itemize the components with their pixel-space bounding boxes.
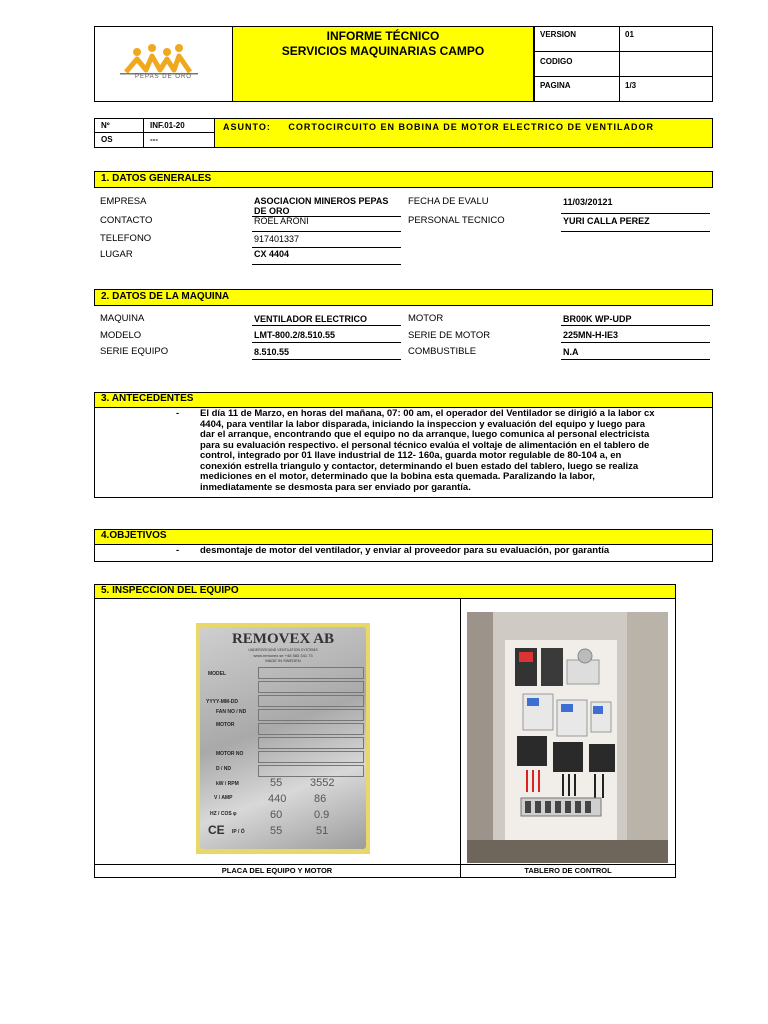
contacto-underline	[252, 231, 401, 232]
combustible-underline	[561, 359, 710, 360]
telefono-label: TELEFONO	[100, 233, 152, 244]
plate-metal	[200, 627, 366, 849]
plate-cos: 0.9	[314, 809, 330, 821]
antecedentes-line: El día 11 de Marzo, en horas del mañana, 07: 00 am, el operador del Ventilador se dirigió a la labor cx	[200, 408, 655, 419]
plate-label: MODEL	[208, 671, 227, 677]
serie-equipo-underline	[252, 359, 401, 360]
antecedentes-line: control, integrado por 01 llave industrial de 112- 160a, guarda motor regulable de 80-104 a, en	[200, 450, 622, 461]
plate-sub2: www.removex.se +46 583 341 73	[253, 653, 313, 658]
antecedentes-text	[200, 409, 710, 493]
control-panel-illustration-icon	[467, 612, 668, 863]
plate-box	[258, 709, 364, 721]
combustible-label: COMBUSTIBLE	[408, 346, 477, 357]
section-datos-maquina: 2. DATOS DE LA MAQUINA	[94, 289, 713, 306]
objetivos-text: desmontaje de motor del ventilador, y enviar al proveedor para su evaluación, por garantía	[200, 545, 610, 556]
plate-box	[258, 667, 364, 679]
modelo-label: MODELO	[100, 330, 142, 341]
title-cell	[233, 27, 534, 101]
inspeccion-divider-horizontal	[94, 864, 676, 865]
pagina-value: 1/3	[619, 76, 713, 102]
plate-box	[258, 681, 364, 693]
plate-label: MOTOR NO	[216, 751, 244, 757]
section-inspeccion: 5. INSPECCION DEL EQUIPO	[94, 584, 676, 599]
empresa-value-line1: ASOCIACION MINEROS PEPAS	[254, 196, 389, 206]
version-value: 01	[619, 26, 713, 52]
caption-control-panel: TABLERO DE CONTROL	[524, 866, 612, 875]
antecedentes-line: inmediatamente se desmosta para ser enviado por garantía.	[200, 481, 471, 493]
lugar-label: LUGAR	[100, 249, 133, 260]
plate-label: MOTOR	[216, 722, 235, 728]
objetivos-bullet: -	[176, 545, 180, 556]
antecedentes-line: para su evaluación respectivo. el personal técnico evalúa el voltaje de alimentación en el tablero de	[200, 439, 650, 451]
control-panel-photo	[467, 612, 668, 863]
fecha-label: FECHA DE EVALU	[408, 196, 489, 207]
logo-text: PEPAS DE ORO	[135, 74, 192, 80]
section-objetivos: 4.OBJETIVOS	[94, 529, 713, 545]
antecedentes-bullet: -	[176, 408, 180, 419]
fecha-value: 11/03/20121	[563, 197, 613, 207]
serie-equipo-label: SERIE EQUIPO	[100, 346, 169, 357]
plate-brand: REMOVEX AB	[231, 631, 335, 647]
plate-sub1: UNDERGROUND VENTILATION SYSTEMS	[248, 648, 318, 652]
motor-underline	[561, 325, 710, 326]
plate-ce-mark: CE	[208, 823, 225, 837]
plate-ip: 55	[270, 825, 283, 837]
plate-label: D / ND	[216, 766, 231, 772]
personal-tecnico-label: PERSONAL TECNICO	[408, 215, 505, 226]
antecedentes-line: conexión estrella triangulo y contactor, determinando el buen estado del tablero, luego se realiza	[200, 460, 639, 472]
logo-cell	[94, 26, 233, 102]
lugar-value: CX 4404	[254, 249, 290, 259]
plate-box	[258, 765, 364, 777]
plate-label: kW / RPM	[216, 781, 239, 787]
codigo-value	[619, 51, 713, 77]
plate-box	[258, 751, 364, 763]
ref-os-value: ---	[143, 132, 215, 148]
equipment-plate-photo	[196, 623, 370, 854]
plate-sub3: MADE IN SWEDEN	[265, 658, 301, 663]
telefono-value: 917401337	[254, 234, 300, 244]
plate-box	[258, 737, 364, 749]
plate-label: HZ / COS φ	[210, 811, 237, 817]
plate-hz: 60	[270, 809, 283, 821]
plate-box	[258, 723, 364, 735]
personal-tecnico-value: YURI CALLA PEREZ	[563, 216, 650, 226]
fecha-underline	[561, 213, 710, 214]
plate-label: IP / Ö	[232, 829, 245, 835]
caption-plate: PLACA DEL EQUIPO Y MOTOR	[221, 866, 333, 875]
personal-underline	[561, 231, 710, 232]
lugar-underline	[252, 264, 401, 265]
contacto-label: CONTACTO	[100, 215, 153, 226]
pagina-label: PAGINA	[534, 76, 620, 102]
plate-label: V / AMP	[214, 795, 233, 801]
telefono-underline	[252, 247, 401, 248]
serie-motor-label: SERIE DE MOTOR	[408, 330, 491, 341]
version-label: VERSION	[534, 26, 620, 52]
plate-v: 440	[268, 793, 287, 805]
asunto-label: ASUNTO:	[223, 122, 271, 132]
plate-label: YYYY-MM-DD	[206, 699, 238, 705]
pepas-de-oro-logo-icon	[94, 26, 233, 102]
empresa-value-line2: DE ORO	[254, 206, 290, 216]
codigo-label: CODIGO	[534, 51, 620, 77]
inspeccion-divider-vertical	[460, 598, 461, 878]
antecedentes-line: mediciones en el motor, determinado que la bobina esta quemada. Paralizando la labor,	[200, 471, 595, 482]
modelo-value: LMT-800.2/8.510.55	[254, 330, 336, 340]
plate-o: 51	[316, 825, 329, 837]
ref-os-label: OS	[94, 132, 144, 148]
section-antecedentes: 3. ANTECEDENTES	[94, 392, 713, 408]
antecedentes-line: dar el arranque, encontrando que el equipo no da arranque, luego comunica al personal electricista	[200, 429, 650, 440]
combustible-value: N.A	[563, 347, 579, 357]
motor-value: BR00K WP-UDP	[563, 314, 632, 324]
modelo-underline	[252, 342, 401, 343]
serie-motor-underline	[561, 342, 710, 343]
plate-label: FAN NO / ND	[216, 709, 247, 715]
plate-box	[258, 695, 364, 707]
asunto-cell	[214, 118, 713, 148]
maquina-underline	[252, 325, 401, 326]
plate-rpm: 3552	[310, 777, 335, 789]
empresa-label: EMPRESA	[100, 196, 147, 207]
antecedentes-line: 4404, para ventilar la labor disparada, iniciando la inspeccion y evaluación del equipo y luego para	[200, 418, 646, 430]
serie-motor-value: 225MN-H-IE3	[563, 330, 619, 340]
ref-n-label: Nº	[94, 118, 144, 133]
contacto-value: ROEL ARONI	[254, 216, 309, 226]
report-title: INFORME TÉCNICO	[326, 29, 440, 43]
asunto-value: CORTOCIRCUITO EN BOBINA DE MOTOR ELECTRICO DE VENTILADOR	[288, 122, 655, 132]
maquina-label: MAQUINA	[100, 313, 145, 324]
serie-equipo-value: 8.510.55	[254, 347, 290, 357]
plate-kw: 55	[270, 777, 283, 789]
maquina-value: VENTILADOR ELECTRICO	[254, 314, 368, 324]
plate-amp: 86	[314, 793, 327, 805]
report-subtitle: SERVICIOS MAQUINARIAS CAMPO	[281, 44, 485, 58]
motor-label: MOTOR	[408, 313, 444, 324]
ref-n-value: INF.01-20	[143, 118, 215, 133]
section-datos-generales: 1. DATOS GENERALES	[94, 171, 713, 188]
